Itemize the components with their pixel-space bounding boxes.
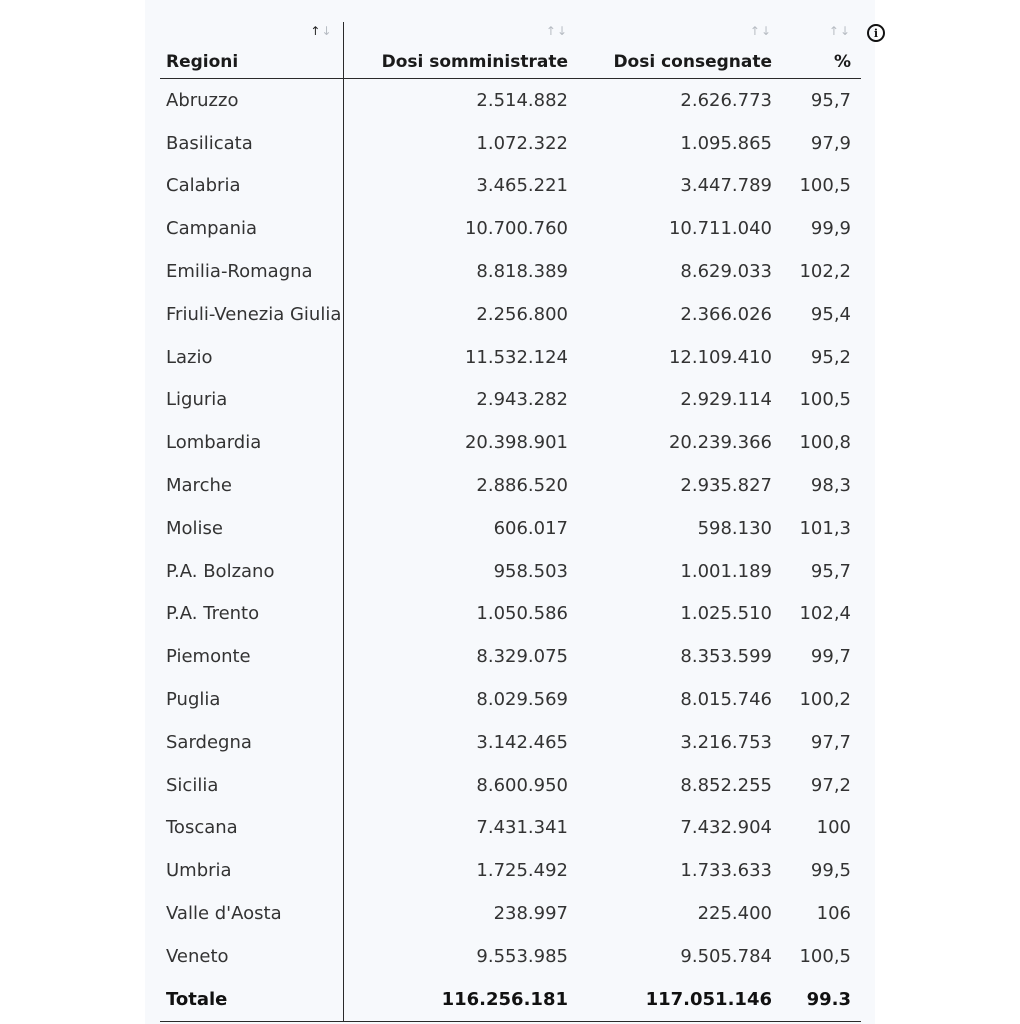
vaccine-doses-table [160,22,861,1022]
cell-delivered: 8.852.255 [680,774,772,796]
cell-delivered: 2.929.114 [680,389,772,411]
cell-administered: 3.142.465 [476,731,568,753]
table-total-row [160,978,861,1021]
cell-delivered: 2.935.827 [680,475,772,497]
table-row [160,165,861,208]
table-row [160,721,861,764]
cell-region: Calabria [160,165,343,208]
column-header-label: Dosi consegnate [613,52,772,72]
cell-delivered: 9.505.784 [680,945,772,967]
table-row [160,678,861,721]
cell-percent: 101,3 [799,517,851,539]
table-row [160,122,861,165]
info-icon[interactable]: i [867,24,885,42]
cell-delivered: 598.130 [697,517,772,539]
cell-percent: 95,7 [810,89,851,111]
cell-delivered: 1.733.633 [680,860,772,882]
cell-delivered: 1.001.189 [680,560,772,582]
cell-delivered: 1.025.510 [680,603,772,625]
cell-delivered: 12.109.410 [668,346,772,368]
cell-delivered: 10.711.040 [668,218,772,240]
table-header-row [160,22,861,79]
table-row [160,593,861,636]
cell-administered: 20.398.901 [464,432,568,454]
cell-region: P.A. Bolzano [160,550,343,593]
cell-delivered: 2.626.773 [680,89,772,111]
cell-region: Valle d'Aosta [160,892,343,935]
table-row [160,764,861,807]
cell-administered: 8.600.950 [476,774,568,796]
cell-percent: 100,8 [799,432,851,454]
cell-administered: 958.503 [493,560,568,582]
cell-administered: 1.072.322 [476,132,568,154]
table-row [160,250,861,293]
cell-delivered: 3.447.789 [680,175,772,197]
table-row [160,550,861,593]
column-header-delivered[interactable] [578,22,782,79]
table-row [160,421,861,464]
cell-region: Basilicata [160,122,343,165]
cell-region: Marche [160,464,343,507]
total-cell-percent: 99.3 [782,978,861,1021]
cell-region: Molise [160,507,343,550]
cell-region: Lombardia [160,421,343,464]
cell-administered: 2.256.800 [476,303,568,325]
table-row [160,807,861,850]
cell-region: Toscana [160,807,343,850]
cell-delivered: 3.216.753 [680,731,772,753]
cell-delivered: 7.432.904 [680,817,772,839]
table-row [160,935,861,978]
total-cell-delivered: 117.051.146 [578,978,782,1021]
cell-delivered: 1.095.865 [680,132,772,154]
cell-delivered: 225.400 [697,903,772,925]
table-row [160,293,861,336]
table-row [160,849,861,892]
cell-administered: 3.465.221 [476,175,568,197]
column-header-administered[interactable] [343,22,578,79]
cell-percent: 95,4 [810,303,851,325]
table-row [160,507,861,550]
table-row [160,379,861,422]
cell-region: Puglia [160,678,343,721]
cell-delivered: 20.239.366 [668,432,772,454]
sort-arrows-icon[interactable]: ↑↓ [749,24,772,38]
column-header-label: Dosi somministrate [381,52,568,72]
cell-region: Sicilia [160,764,343,807]
cell-region: Piemonte [160,635,343,678]
cell-percent: 97,9 [810,132,851,154]
table-body [160,79,861,1022]
cell-region: Lazio [160,336,343,379]
cell-percent: 99,7 [810,646,851,668]
cell-administered: 238.997 [493,903,568,925]
sort-arrows-icon[interactable]: ↑↓ [310,24,333,38]
cell-administered: 8.029.569 [476,689,568,711]
table-row [160,892,861,935]
cell-region: P.A. Trento [160,593,343,636]
cell-administered: 1.050.586 [476,603,568,625]
cell-percent: 106 [816,903,851,925]
table-row [160,464,861,507]
cell-region: Umbria [160,849,343,892]
sort-arrows-icon[interactable]: ↑↓ [545,24,568,38]
table-row [160,207,861,250]
cell-administered: 7.431.341 [476,817,568,839]
cell-delivered: 8.015.746 [680,689,772,711]
cell-percent: 95,2 [810,346,851,368]
total-cell-region: Totale [160,978,343,1021]
cell-percent: 100,5 [799,175,851,197]
column-header-label: Regioni [166,52,239,72]
cell-administered: 9.553.985 [476,945,568,967]
sort-arrows-icon[interactable]: ↑↓ [828,24,851,38]
cell-region: Campania [160,207,343,250]
cell-region: Veneto [160,935,343,978]
table-row [160,336,861,379]
cell-administered: 11.532.124 [464,346,568,368]
cell-administered: 8.329.075 [476,646,568,668]
cell-delivered: 8.629.033 [680,261,772,283]
cell-percent: 100,5 [799,389,851,411]
cell-percent: 97,2 [810,774,851,796]
cell-delivered: 8.353.599 [680,646,772,668]
column-header-percent[interactable] [782,22,861,79]
table-row [160,635,861,678]
cell-administered: 2.514.882 [476,89,568,111]
cell-percent: 100,2 [799,689,851,711]
cell-administered: 8.818.389 [476,261,568,283]
cell-administered: 10.700.760 [464,218,568,240]
cell-percent: 102,2 [799,261,851,283]
cell-region: Liguria [160,379,343,422]
cell-administered: 2.886.520 [476,475,568,497]
cell-percent: 99,9 [810,218,851,240]
cell-percent: 95,7 [810,560,851,582]
table-row [160,79,861,122]
cell-region: Emilia-Romagna [160,250,343,293]
cell-region: Abruzzo [160,79,343,122]
cell-administered: 606.017 [493,517,568,539]
cell-percent: 100,5 [799,945,851,967]
cell-percent: 98,3 [810,475,851,497]
total-cell-administered: 116.256.181 [343,978,578,1021]
cell-administered: 1.725.492 [476,860,568,882]
cell-region: Friuli-Venezia Giulia [160,293,343,336]
column-header-region[interactable] [160,22,343,79]
cell-administered: 2.943.282 [476,389,568,411]
cell-delivered: 2.366.026 [680,303,772,325]
cell-region: Sardegna [160,721,343,764]
cell-percent: 99,5 [810,860,851,882]
cell-percent: 100 [816,817,851,839]
column-header-label: % [833,52,851,72]
cell-percent: 102,4 [799,603,851,625]
cell-percent: 97,7 [810,731,851,753]
